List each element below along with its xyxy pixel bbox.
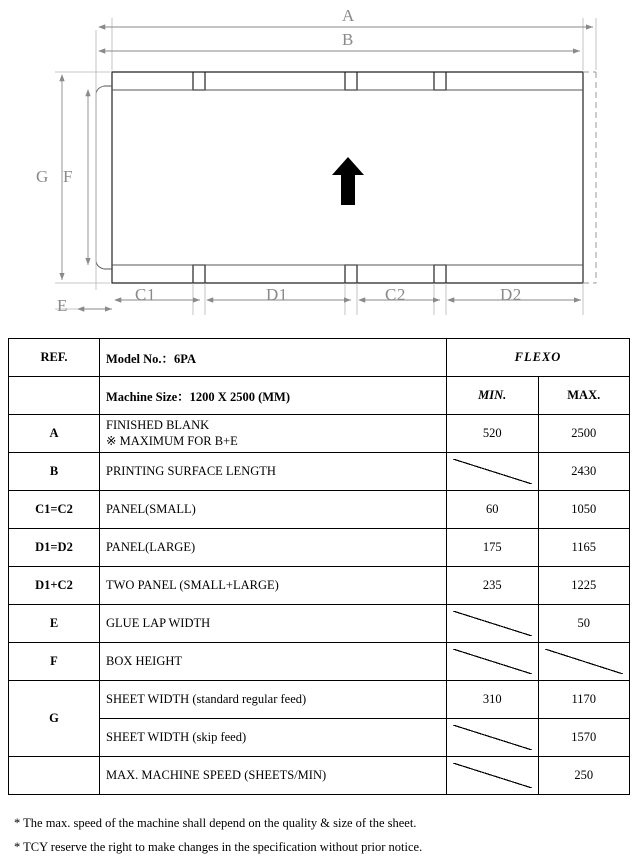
table-row	[9, 643, 630, 681]
dimension-label-D2: D2	[500, 285, 522, 304]
row-min: 60	[447, 491, 539, 529]
row-min: 235	[447, 567, 539, 605]
row-description: SHEET WIDTH (skip feed)	[100, 719, 447, 757]
row-description: PANEL(LARGE)	[100, 529, 447, 567]
diagram-svg	[0, 0, 638, 330]
table-row	[9, 415, 630, 453]
footnotes	[14, 812, 624, 860]
table-header-row-1	[9, 339, 630, 377]
row-ref: A	[9, 415, 100, 453]
header-ref-blank	[9, 377, 100, 415]
table-row	[9, 605, 630, 643]
dimension-label-C2: C2	[385, 285, 406, 304]
footnote-1: * The max. speed of the machine shall depend on the quality & size of the sheet.	[14, 816, 417, 830]
dimension-label-A: A	[342, 6, 355, 25]
table-header-row-2	[9, 377, 630, 415]
row-description: GLUE LAP WIDTH	[100, 605, 447, 643]
table-row	[9, 757, 630, 795]
specification-table-wrapper	[8, 338, 630, 795]
row-max: 2430	[538, 453, 630, 491]
row-max: 1225	[538, 567, 630, 605]
row-max: 50	[538, 605, 630, 643]
table-row	[9, 719, 630, 757]
row-description: TWO PANEL (SMALL+LARGE)	[100, 567, 447, 605]
dimension-label-F: F	[63, 167, 73, 186]
row-ref: G	[9, 681, 100, 757]
row-description: PANEL(SMALL)	[100, 491, 447, 529]
table-row	[9, 681, 630, 719]
row-min-na	[447, 719, 539, 757]
table-row	[9, 529, 630, 567]
row-max: 250	[538, 757, 630, 795]
row-min-na	[447, 605, 539, 643]
row-description	[100, 415, 447, 453]
row-min-na	[447, 643, 539, 681]
header-flexo: FLEXO	[447, 339, 630, 377]
dimension-label-B: B	[342, 30, 354, 49]
row-max: 1170	[538, 681, 630, 719]
footnote-2: * TCY reserve the right to make changes in the specification without prior notice.	[14, 839, 423, 854]
row-description: SHEET WIDTH (standard regular feed)	[100, 681, 447, 719]
header-model-no: Model No.：6PA	[100, 339, 447, 377]
row-min-na	[447, 757, 539, 795]
row-ref: D1+C2	[9, 567, 100, 605]
row-description: MAX. MACHINE SPEED (SHEETS/MIN)	[100, 757, 447, 795]
row-min-na	[447, 453, 539, 491]
dimension-label-C1: C1	[135, 285, 156, 304]
row-min: 520	[447, 415, 539, 453]
row-ref: B	[9, 453, 100, 491]
dimension-label-E: E	[57, 296, 68, 315]
header-machine-size: Machine Size：1200 X 2500 (MM)	[100, 377, 447, 415]
row-description-line1: FINISHED BLANK	[106, 417, 210, 432]
header-max: MAX.	[538, 377, 630, 415]
row-min: 310	[447, 681, 539, 719]
row-ref: E	[9, 605, 100, 643]
row-max: 1165	[538, 529, 630, 567]
row-ref-blank	[9, 757, 100, 795]
row-max: 2500	[538, 415, 630, 453]
table-row	[9, 567, 630, 605]
blank-layout-diagram	[0, 0, 638, 330]
feed-direction-arrow	[332, 157, 364, 205]
dimension-label-D1: D1	[266, 285, 288, 304]
row-max: 1050	[538, 491, 630, 529]
row-min: 175	[447, 529, 539, 567]
row-max: 1570	[538, 719, 630, 757]
row-ref: F	[9, 643, 100, 681]
header-min: MIN.	[447, 377, 539, 415]
row-ref: C1=C2	[9, 491, 100, 529]
row-description: PRINTING SURFACE LENGTH	[100, 453, 447, 491]
row-max-na	[538, 643, 630, 681]
specification-table	[8, 338, 630, 795]
dimension-label-G: G	[36, 167, 49, 186]
header-ref: REF.	[9, 339, 100, 377]
table-row	[9, 491, 630, 529]
row-description-line2: ※ MAXIMUM FOR B+E	[106, 433, 238, 448]
row-description: BOX HEIGHT	[100, 643, 447, 681]
row-ref: D1=D2	[9, 529, 100, 567]
table-row	[9, 453, 630, 491]
